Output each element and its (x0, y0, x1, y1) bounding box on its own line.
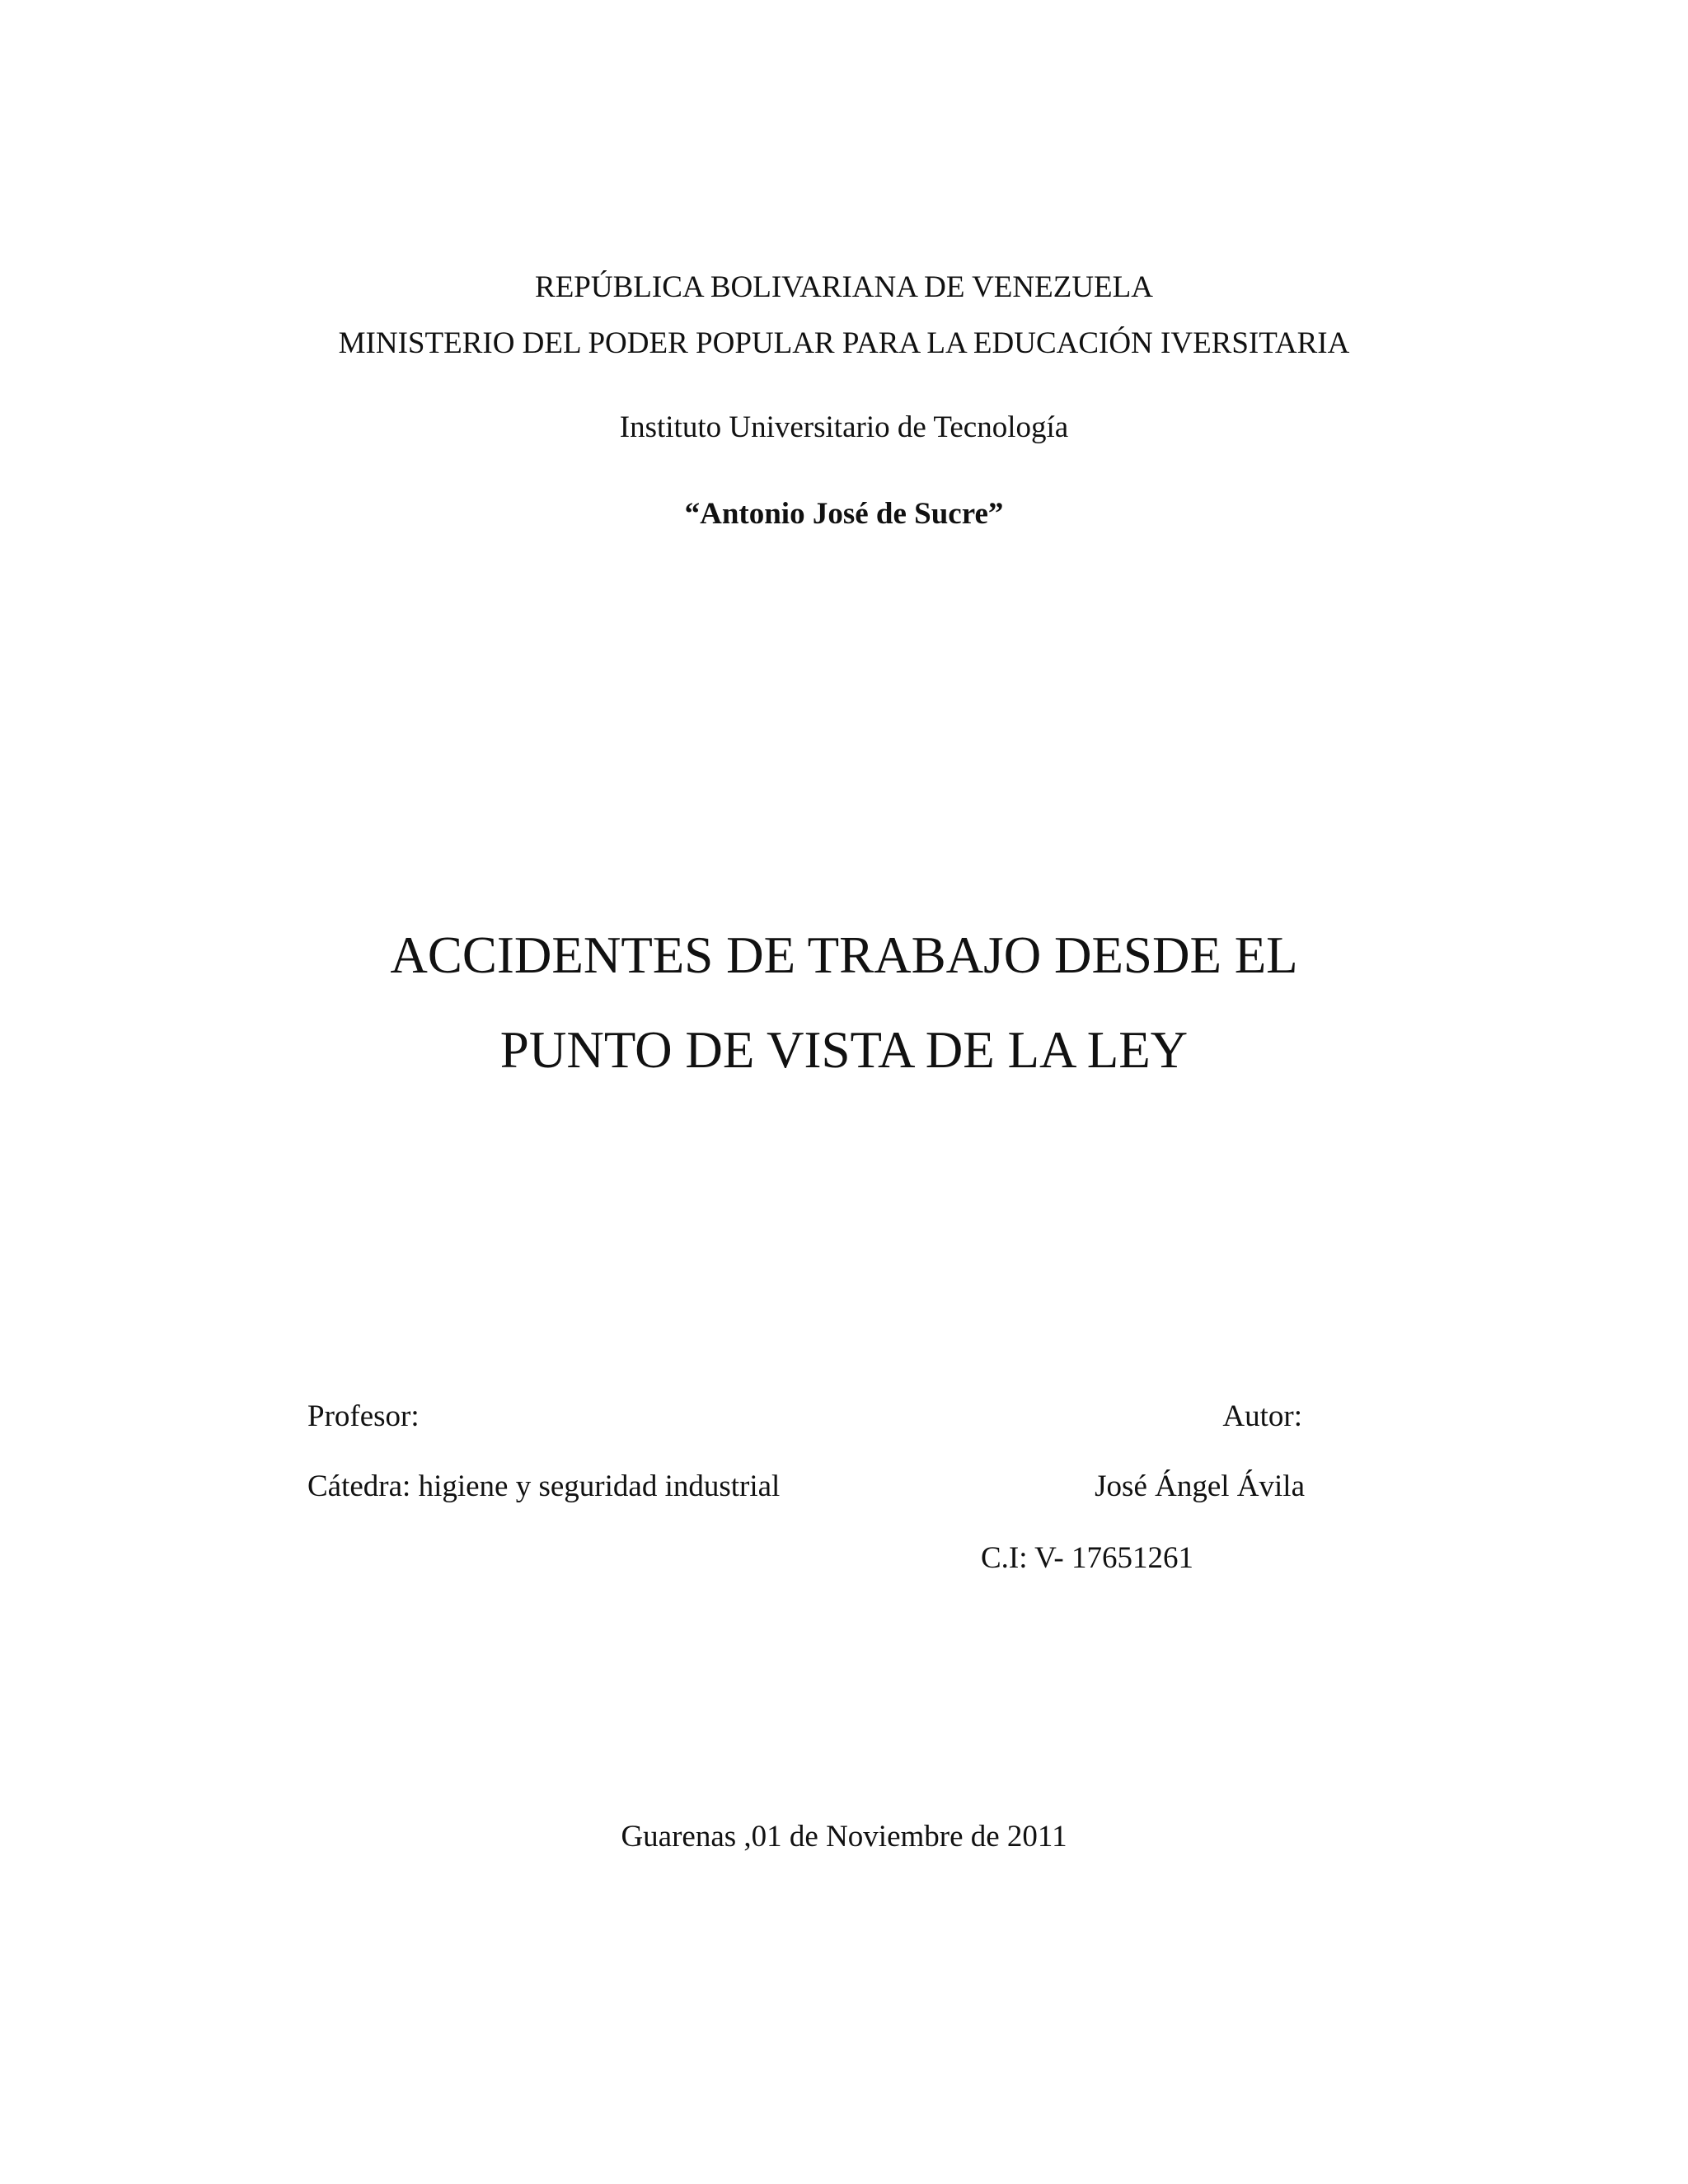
author-name: José Ángel Ávila (1095, 1469, 1305, 1503)
author-id-number: C.I: V- 17651261 (981, 1541, 1194, 1575)
professor-label: Profesor: (307, 1399, 420, 1433)
author-label: Autor: (1222, 1399, 1302, 1433)
institute-heading: Instituto Universitario de Tecnología (619, 410, 1069, 444)
place-and-date: Guarenas ,01 de Noviembre de 2011 (621, 1820, 1067, 1854)
institute-name: “Antonio José de Sucre” (684, 497, 1004, 531)
ministry-heading: MINISTERIO DEL PODER POPULAR PARA LA EDUCACIÓN IVERSITARIA (338, 326, 1350, 360)
country-heading: REPÚBLICA BOLIVARIANA DE VENEZUELA (535, 270, 1153, 304)
document-title-line-2: PUNTO DE VISTA DE LA LEY (499, 1021, 1189, 1079)
document-title-line-1: ACCIDENTES DE TRABAJO DESDE EL (390, 926, 1298, 984)
course-chair: Cátedra: higiene y seguridad industrial (307, 1469, 781, 1503)
